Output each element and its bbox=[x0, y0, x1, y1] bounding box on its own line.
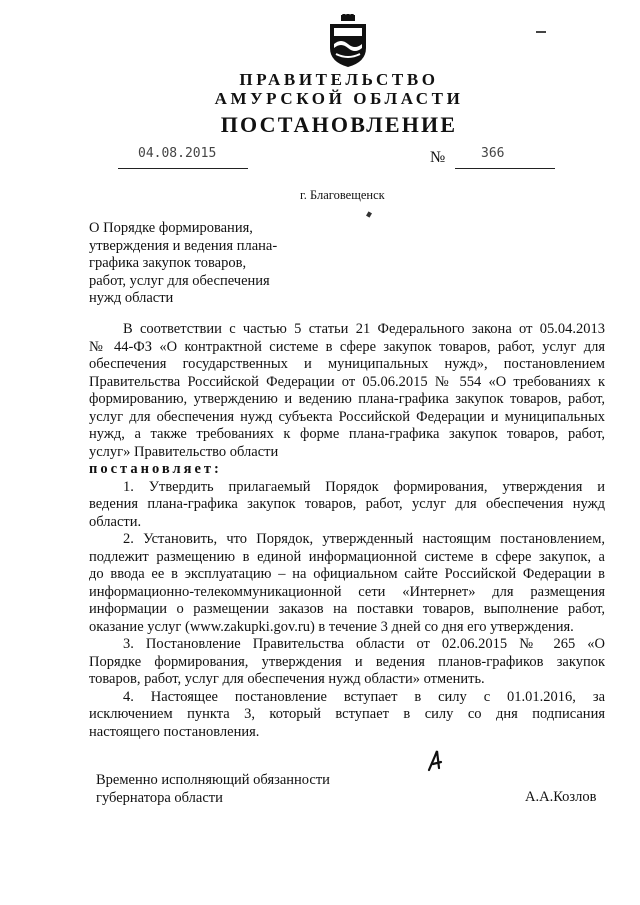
government-title: ПРАВИТЕЛЬСТВО bbox=[239, 70, 439, 89]
number-sign: № bbox=[430, 149, 446, 166]
document-type-title: ПОСТАНОВЛЕНИЕ bbox=[220, 112, 458, 137]
document-subject bbox=[89, 220, 319, 308]
subject-line: графика закупок товаров, bbox=[89, 255, 247, 271]
decree-word: постановляет: bbox=[89, 461, 222, 477]
paragraph-2-line: 2. Установить, что Порядок, утвержденный настоящим постановлением, bbox=[123, 531, 605, 547]
preamble-line: обеспечения государственных и муниципальных нужд», постановлением bbox=[89, 356, 605, 372]
corner-mark bbox=[536, 31, 546, 33]
preamble-line: Правительства Российской Федерации от 05.06.2015 № 554 «О требованиях к bbox=[89, 373, 605, 390]
paragraph-4-line: 4. Настоящее постановление вступает в силу с 01.01.2016, за bbox=[123, 688, 605, 705]
date-value: 04.08.2015 bbox=[138, 146, 217, 161]
preamble-line: услуг» Правительство области bbox=[89, 443, 279, 460]
paragraph-2-line: информации о размещении заказов на поставки товаров, выполнение работ, bbox=[89, 601, 605, 617]
coat-of-arms-emblem bbox=[326, 14, 370, 68]
region-title: АМУРСКОЙ ОБЛАСТИ bbox=[214, 89, 464, 108]
paragraph-1-line: 1. Утвердить прилагаемый Порядок формирования, утверждения и bbox=[123, 478, 605, 495]
paragraph-2-line: до ввода ее в эксплуатацию – на официальном сайте Российской Федерации в bbox=[89, 566, 605, 582]
preamble-line: услуг для обеспечения нужд субъекта Российской Федерации и муниципальных bbox=[89, 408, 605, 425]
preamble-line: В соответствии с частью 5 статьи 21 Федерального закона от 05.04.2013 bbox=[123, 321, 605, 337]
paragraph-3-line: Порядке формирования, утверждения и ведения планов-графиков закупок bbox=[89, 653, 605, 670]
paragraph-4-line: исключением пункта 3, который вступает в силу со дня подписания bbox=[89, 706, 605, 722]
signatory-position-line: Временно исполняющий обязанности bbox=[96, 772, 330, 788]
paragraph-2-line: подлежит размещению в единой информационной системе в сфере закупок, а bbox=[89, 548, 605, 565]
preamble-line: формированию, утверждению и ведению плана-графика закупок товаров, работ, bbox=[89, 391, 605, 407]
signatory-position-line: губернатора области bbox=[96, 790, 223, 806]
preamble-line: № 44-ФЗ «О контрактной системе в сфере закупок товаров, работ, услуг для bbox=[89, 338, 605, 355]
city-label: г. Благовещенск bbox=[300, 188, 385, 202]
paragraph-1-line: области. bbox=[89, 513, 142, 530]
subject-line: работ, услуг для обеспечения bbox=[89, 272, 270, 289]
number-value: 366 bbox=[481, 146, 505, 161]
subject-line: нужд области bbox=[89, 290, 174, 306]
number-field bbox=[455, 146, 555, 169]
signatory-position bbox=[96, 771, 330, 807]
paragraph-2-line: информационно-телекоммуникационной сети «Интернет» для размещения bbox=[89, 583, 605, 600]
paragraph-3-line: товаров, работ, услуг для обеспечения нужд области» отменить. bbox=[89, 671, 485, 687]
subject-line: утверждения и ведения плана- bbox=[89, 237, 278, 254]
document-body bbox=[89, 321, 605, 741]
paragraph-3-line: 3. Постановление Правительства области от 02.06.2015 № 265 «О bbox=[123, 636, 605, 652]
paragraph-1-line: ведения плана-графика закупок товаров, работ, услуг для обеспечения нужд bbox=[89, 496, 605, 512]
signatory-name: А.А.Козлов bbox=[525, 789, 597, 805]
subject-line: О Порядке формирования, bbox=[89, 220, 253, 236]
paragraph-4-line: настоящего постановления. bbox=[89, 723, 260, 740]
date-field bbox=[118, 146, 248, 169]
paragraph-2-line: оказание услуг (www.zakupki.gov.ru) в течение 3 дней со дня его утверждения. bbox=[89, 618, 574, 635]
pen-mark bbox=[366, 211, 372, 217]
handwritten-signature bbox=[425, 748, 447, 772]
preamble-line: нужд, а также требованиях к форме плана-графика закупок товаров, работ, bbox=[89, 426, 605, 442]
